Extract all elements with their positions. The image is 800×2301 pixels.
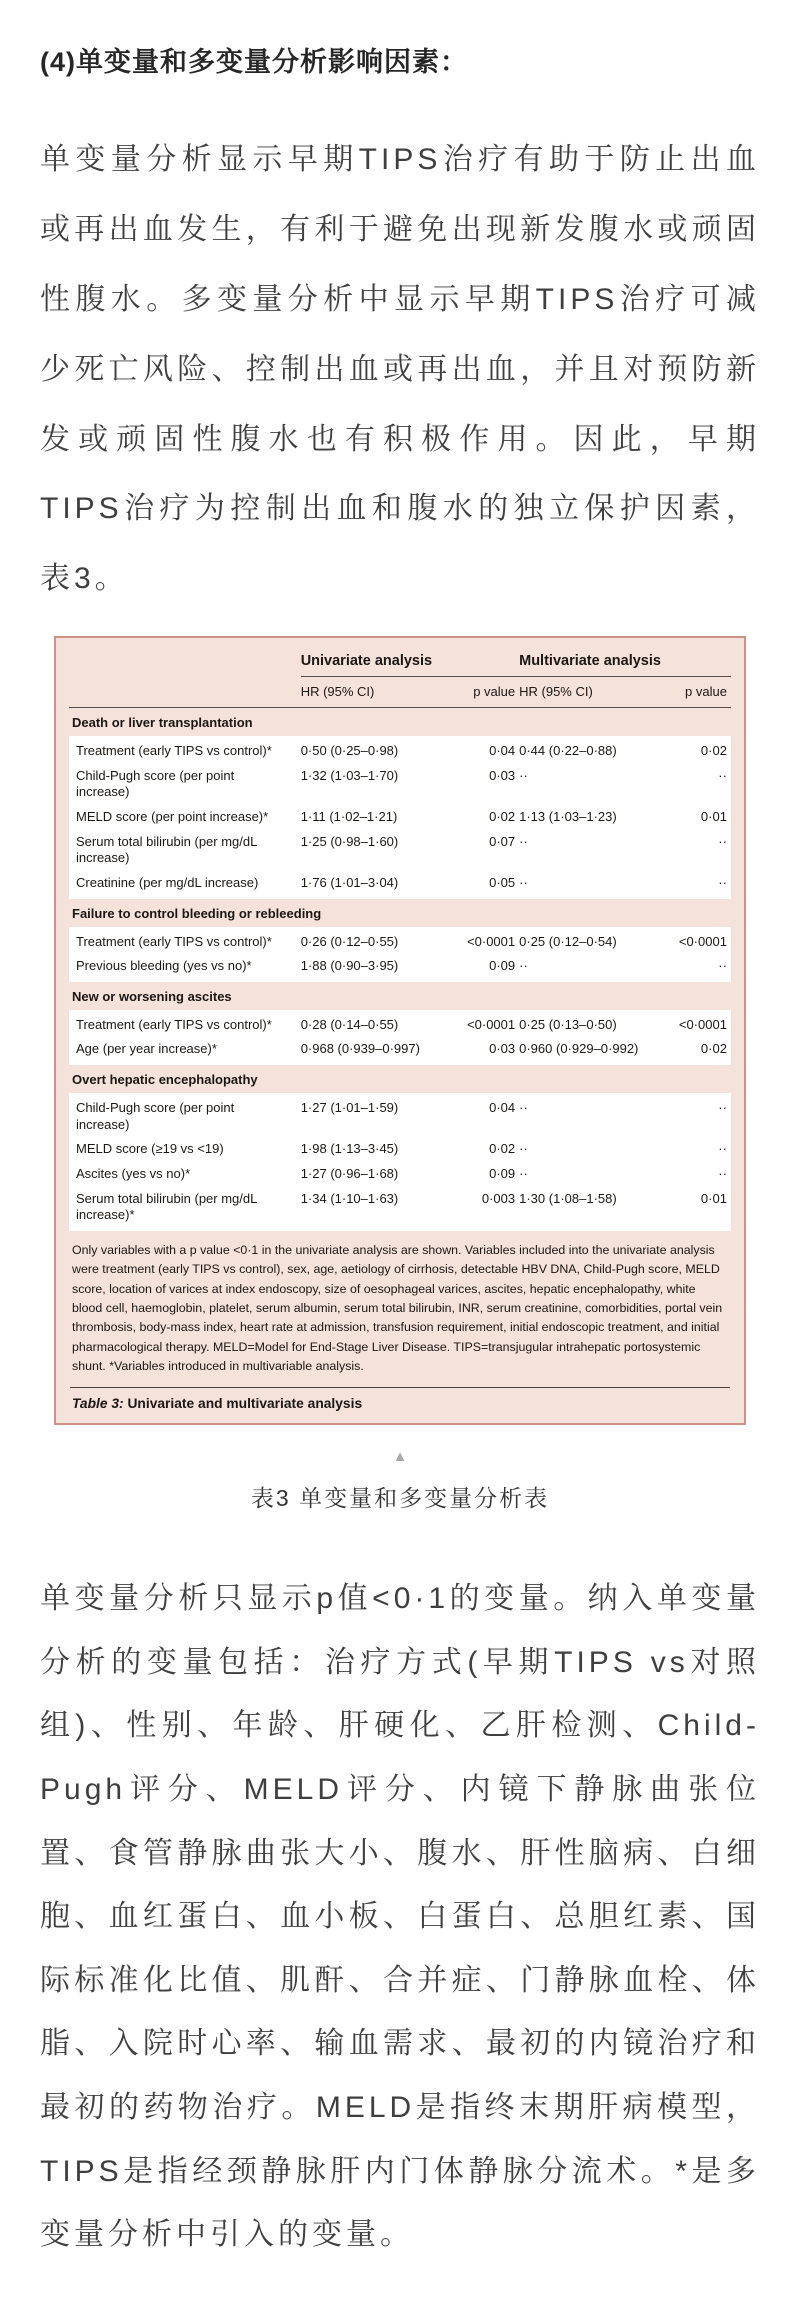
table-row: Child-Pugh score (per point increase) 1·27 (1·01–1·59) 0·04 ·· ·· <box>76 1100 727 1132</box>
section-title: New or worsening ascites <box>72 988 232 1004</box>
table-row: MELD score (per point increase)* 1·11 (1·02–1·21) 0·02 1·13 (1·03–1·23) 0·01 <box>76 809 727 825</box>
table-row: Treatment (early TIPS vs control)* 0·50 (0·25–0·98) 0·04 0·44 (0·22–0·88) 0·02 <box>76 743 727 759</box>
table-section-new-or-worsening-ascites <box>69 982 731 1065</box>
table3-card <box>54 636 746 1425</box>
table-row: Age (per year increase)* 0·968 (0·939–0·997) 0·03 0·960 (0·929–0·992) 0·02 <box>76 1041 727 1057</box>
paragraph-1: 单变量分析显示早期TIPS治疗有助于防止出血或再出血发生，有利于避免出现新发腹水或顽固性腹水。多变量分析中显示早期TIPS治疗可减少死亡风险、控制出血或再出血，并且对预防新发或顽固性腹水也有积极作用。因此，早期TIPS治疗为控制出血和腹水的独立保护因素，表3。 <box>40 143 760 596</box>
column-header-spacer <box>69 677 301 707</box>
table-title-text: Univariate and multivariate analysis <box>127 1396 363 1412</box>
group-header-univariate: Univariate analysis <box>301 653 519 677</box>
figure-caption-block <box>40 1449 760 1513</box>
section-title: Overt hepatic encephalopathy <box>72 1072 258 1088</box>
table-row: Treatment (early TIPS vs control)* 0·28 (0·14–0·55) <0·0001 0·25 (0·13–0·50) <0·0001 <box>76 1016 727 1032</box>
table-row: Treatment (early TIPS vs control)* 0·26 (0·12–0·55) <0·0001 0·25 (0·12–0·54) <0·0001 <box>76 933 727 949</box>
section-heading: (4)单变量和多变量分析影响因素： <box>40 47 468 77</box>
table-section-failure-to-control-bleeding <box>69 899 731 982</box>
table-title-label: Table 3: <box>72 1396 124 1412</box>
table-column-header-row <box>69 677 731 708</box>
table-row: Child-Pugh score (per point increase) 1·32 (1·03–1·70) 0·03 ·· ·· <box>76 767 727 800</box>
table-section-death-or-liver-transplantation <box>69 708 731 898</box>
column-header-p-multivariate: p value <box>685 684 727 700</box>
column-header-p-univariate: p value <box>473 684 516 700</box>
table-group-header-row <box>69 651 731 677</box>
table-row: Creatinine (per mg/dL increase) 1·76 (1·01–3·04) 0·05 ·· ·· <box>76 874 727 890</box>
paragraph-2: 单变量分析只显示p值<0·1的变量。纳入单变量分析的变量包括：治疗方式(早期TIPS vs对照组)、性别、年龄、肝硬化、乙肝检测、Child-Pugh评分、MELD评分、内镜下静脉曲张位置、食管静脉曲张大小、腹水、肝性脑病、白细胞、血红蛋白、血小板、白蛋白、总胆红素、国际标准化比值、肌酐、合并症、门静脉血栓、体脂、入院时心率、输血需求、最初的内镜治疗和最初的药物治疗。MELD是指终末期肝病模型，TIPS是指经颈静脉肝内门体静脉分流术。*是多变量分析中引入的变量。 <box>40 1582 760 2252</box>
table-title-divider <box>70 1387 730 1388</box>
table-footnote: Only variables with a p value <0·1 in the univariate analysis are shown. Variables included into the univariate analysis were treatment (early TIPS vs control), sex, age, aetiology of cirrhosis, detectable HBV DNA, Child-Pugh score, MELD score, location of varices at index endoscopy, size of oesophageal varices, ascites, hepatic encephalopathy, white blood cell, haemoglobin, platelet, serum albumin, serum total bilirubin, INR, serum creatinine, comorbidities, portal vein thrombosis, body-mass index, heart rate at admission, transfusion requirement, initial endoscopic treatment, and initial pharmacological therapy. MELD=Model for End-Stage Liver Disease. TIPS=transjugular intrahepatic portosystemic shunt. *Variables introduced in multivariable analysis. <box>72 1242 723 1373</box>
table-title <box>72 1396 728 1411</box>
triangle-up-icon: ▲ <box>392 1448 408 1466</box>
table-row: Serum total bilirubin (per mg/dL increase)* 1·34 (1·10–1·63) 0·003 1·30 (1·08–1·58) 0·01 <box>76 1190 727 1223</box>
column-header-hr-multivariate: HR (95% CI) <box>519 684 593 700</box>
table-row: MELD score (≥19 vs <19) 1·98 (1·13–3·45) 0·02 ·· ·· <box>76 1141 727 1157</box>
group-header-multivariate: Multivariate analysis <box>519 653 731 677</box>
column-header-hr-univariate: HR (95% CI) <box>300 684 375 700</box>
table-row: Ascites (yes vs no)* 1·27 (0·96–1·68) 0·09 ·· ·· <box>76 1165 727 1181</box>
table-section-overt-hepatic-encephalopathy <box>69 1065 731 1231</box>
section-title: Failure to control bleeding or rebleeding <box>72 905 322 921</box>
table-caption-chinese: 表3 单变量和多变量分析表 <box>250 1485 550 1512</box>
table-row: Serum total bilirubin (per mg/dL increase) 1·25 (0·98–1·60) 0·07 ·· ·· <box>76 833 727 866</box>
table-row: Previous bleeding (yes vs no)* 1·88 (0·90–3·95) 0·09 ·· ·· <box>76 958 727 974</box>
section-title: Death or liver transplantation <box>72 715 253 731</box>
